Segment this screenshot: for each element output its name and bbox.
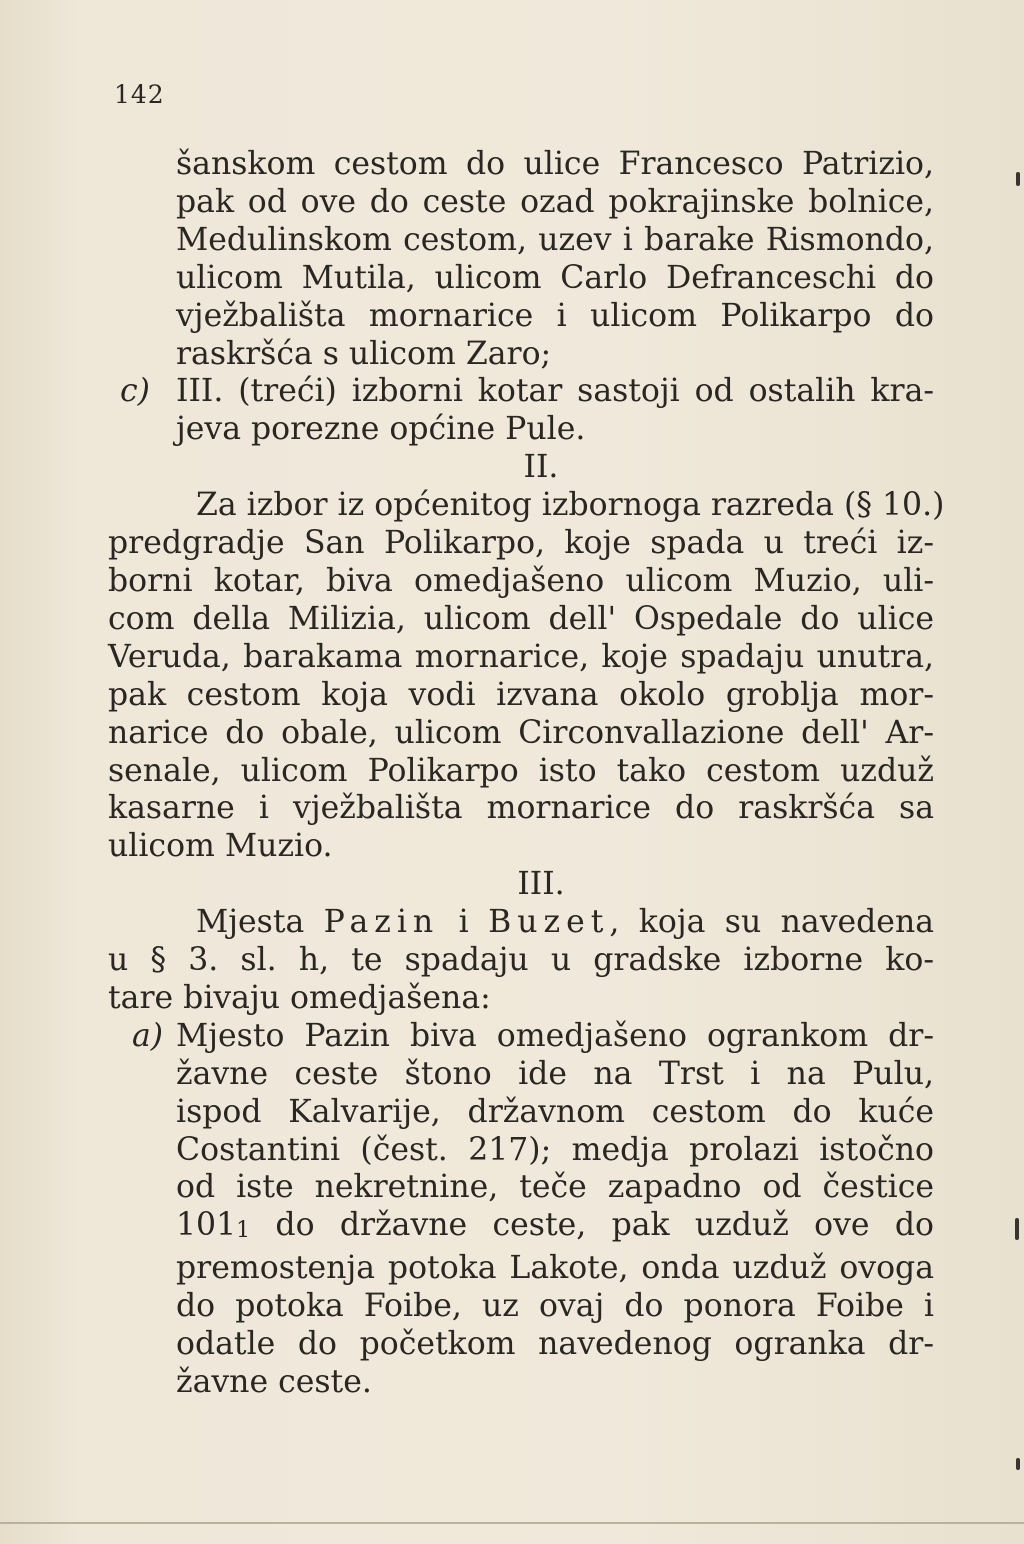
list-label-a: a)	[132, 1017, 164, 1054]
text-line: Medulinskom cestom, uzev i barake Rismondo,	[176, 221, 934, 258]
text-fragment: Mjesta	[196, 904, 305, 941]
text-line: kasarne i vježbališta mornarice do raskršća sa	[108, 790, 934, 827]
text-line: šanskom cestom do ulice Francesco Patrizio,	[176, 146, 934, 182]
text-line: Veruda, barakama mornarice, koje spadaju unutra,	[108, 638, 934, 675]
text-line: Costantini (čest. 217); medja prolazi istočno	[176, 1131, 934, 1168]
text-line: senale, ulicom Polikarpo isto tako cestom uzduž	[108, 752, 934, 789]
text-line: com della Milizia, ulicom dell' Ospedale do ulice	[108, 600, 934, 637]
text-fragment: i	[458, 904, 469, 941]
edge-mark	[1015, 1218, 1019, 1240]
text-line: do potoka Foibe, uz ovaj do ponora Foibe i	[176, 1288, 934, 1325]
place-name-pazin: Pazin	[323, 904, 440, 941]
page-bottom-edge	[0, 1522, 1024, 1524]
list-item-a	[108, 1018, 934, 1056]
body-text	[108, 146, 945, 1402]
text-fragment: do državne ceste, pak uzduž ove do	[250, 1207, 934, 1244]
text-line: ulicom Mutila, ulicom Carlo Defranceschi do	[176, 259, 934, 296]
section-heading-ii: II.	[523, 449, 559, 486]
parcel-fraction: 1	[236, 1218, 251, 1244]
text-line: u § 3. sl. h, te spadaju u gradske izborne ko-	[108, 942, 934, 979]
text-line: žavne ceste.	[176, 1364, 372, 1400]
list-label-c: c)	[120, 373, 150, 410]
text-line: od iste nekretnine, teče zapadno od čestice	[176, 1169, 934, 1206]
text-line: predgradje San Polikarpo, koje spada u treći iz-	[108, 525, 934, 562]
text-line: žavne ceste štono ide na Trst i na Pulu,	[176, 1055, 934, 1092]
text-line: pak od ove do ceste ozad pokrajinske bolnice,	[176, 183, 934, 220]
edge-mark	[1016, 172, 1020, 186]
text-line: III. (treći) izborni kotar sastoji od ostalih kra-	[176, 373, 934, 410]
text-line: narice do obale, ulicom Circonvallazione dell' Ar-	[108, 714, 934, 751]
text-line: borni kotar, biva omedjašeno ulicom Muzio, uli-	[108, 562, 934, 599]
edge-mark	[1016, 1458, 1020, 1470]
text-line: tare bivaju omedjašena:	[108, 979, 491, 1016]
page-number: 142	[114, 80, 165, 109]
text-line: premostenja potoka Lakote, onda uzduž ovoga	[176, 1250, 934, 1287]
text-line: vježbališta mornarice i ulicom Polikarpo do	[176, 297, 934, 334]
text-line: ispod Kalvarije, državnom cestom do kuće	[176, 1093, 934, 1130]
section-heading-iii: III.	[517, 866, 565, 903]
text-line	[108, 904, 934, 942]
text-line: odatle do početkom navedenog ogranka dr-	[176, 1326, 934, 1363]
place-name-buzet: Buzet	[488, 904, 610, 941]
text-line: raskršća s ulicom Zaro;	[176, 335, 552, 372]
text-line: Mjesto Pazin biva omedjašeno ogrankom dr-	[176, 1017, 934, 1054]
text-fragment: , koja su navedena	[609, 904, 935, 941]
text-line	[108, 1207, 934, 1250]
parcel-number: 101	[176, 1207, 237, 1244]
text-line: Za izbor iz općenitog izbornoga razreda (§ 10.)	[196, 487, 945, 524]
text-line: pak cestom koja vodi izvana okolo groblja mor-	[108, 676, 934, 713]
text-line: jeva porezne općine Pule.	[176, 411, 586, 448]
list-item-c	[108, 373, 934, 411]
text-line: ulicom Muzio.	[108, 828, 333, 865]
